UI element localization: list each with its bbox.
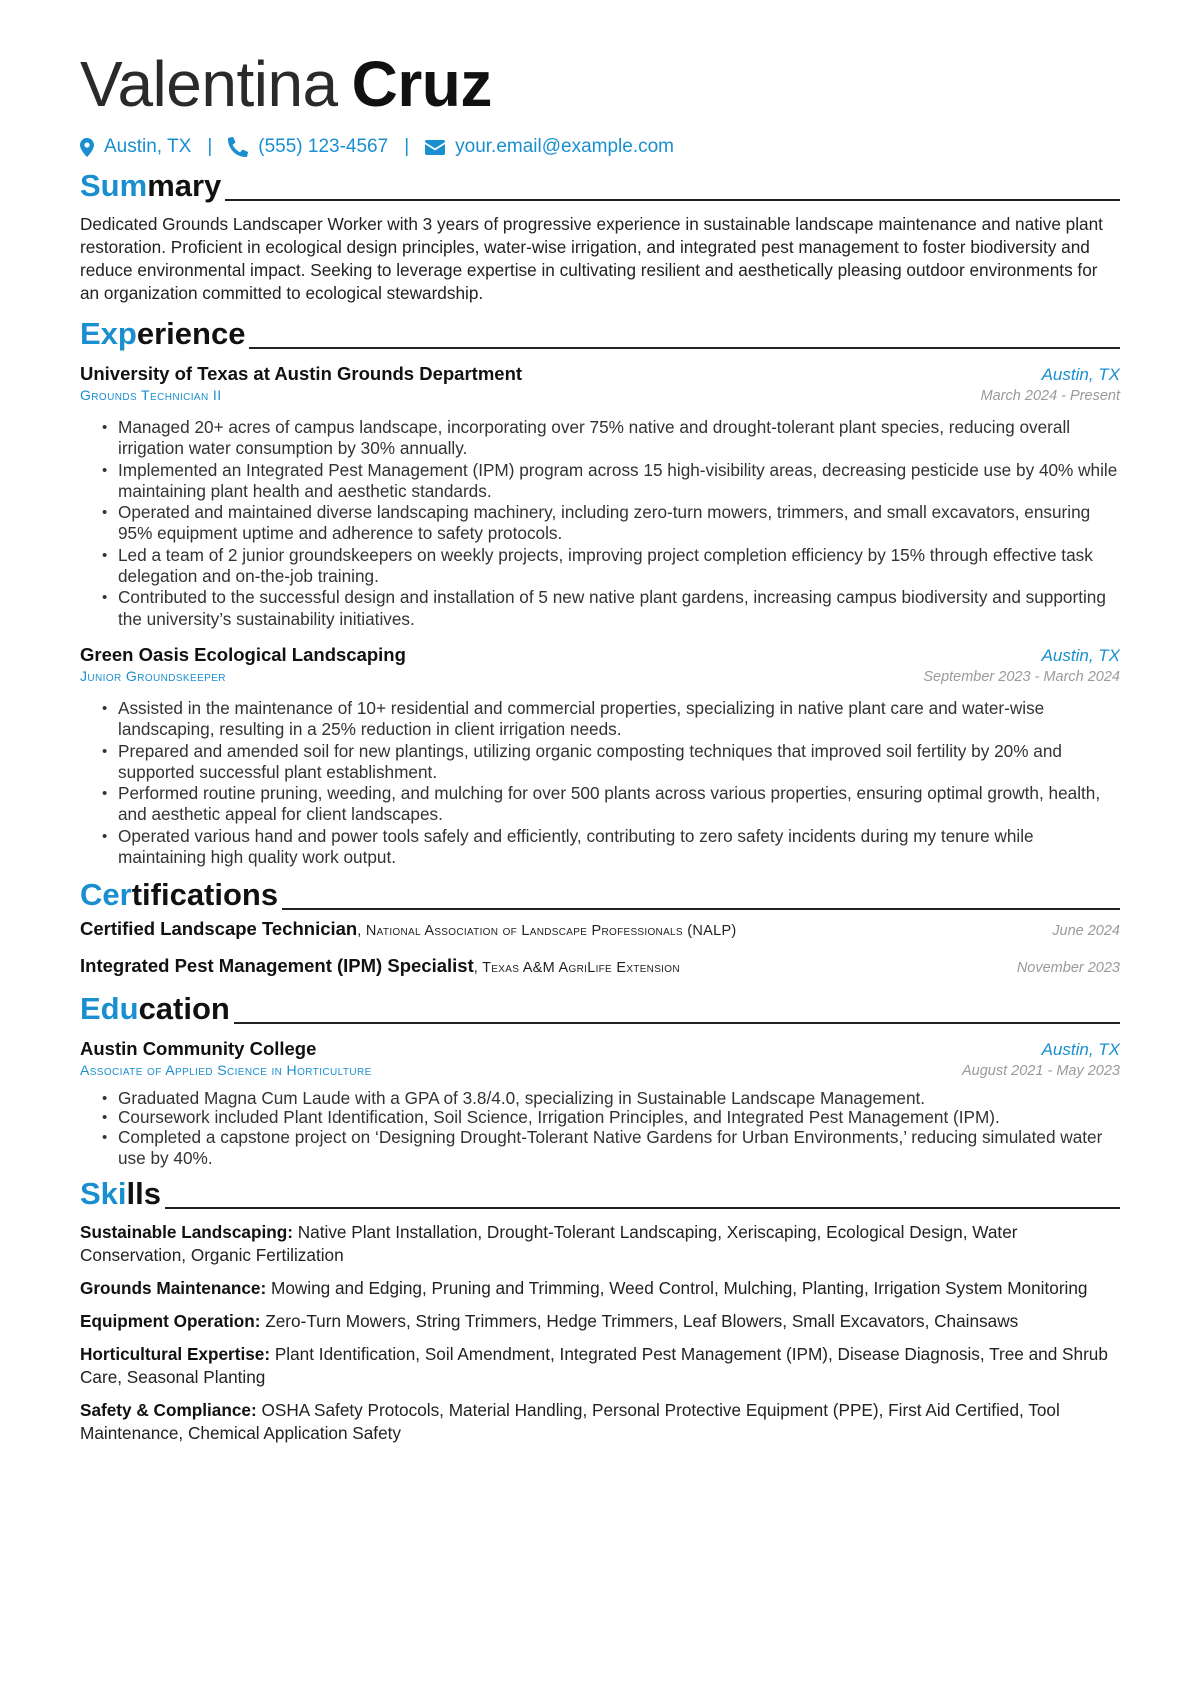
job-dates: September 2023 - March 2024	[923, 668, 1120, 685]
certifications-heading	[80, 878, 1120, 912]
section-rule	[249, 347, 1120, 349]
skill-items: Mowing and Edging, Pruning and Trimming, Weed Control, Mulching, Planting, Irrigation System Monitoring	[271, 1278, 1088, 1299]
job-location: Austin, TX	[1041, 645, 1120, 665]
skill-items: Native Plant Installation, Drought-Tolerant Landscaping, Xeriscaping, Ecological Design, Water Conservation, Organic Fertilization	[80, 1222, 1018, 1266]
education-dates: August 2021 - May 2023	[962, 1063, 1120, 1080]
bullet-item: • Coursework included Plant Identification, Soil Science, Irrigation Principles, and Integrated Pest Management (IPM).	[118, 1108, 1120, 1127]
title-rest: erience	[136, 316, 246, 351]
bullet-item: • Contributed to the successful design and installation of 5 new native plant gardens, increasing campus biodiversity and supporting the university’s sustainability initiatives.	[118, 587, 1120, 630]
contact-bar	[80, 133, 1120, 161]
job-bullets	[80, 698, 1120, 868]
bullet-item: • Led a team of 2 junior groundskeepers on weekly projects, improving project completion efficiency by 15% through effective task delegation and on-the-job training.	[118, 545, 1120, 588]
bullet-item: • Graduated Magna Cum Laude with a GPA of 3.8/4.0, specializing in Sustainable Landscape Management.	[118, 1089, 1120, 1108]
certification-name: Integrated Pest Management (IPM) Specialist	[80, 955, 474, 977]
comma: ,	[357, 923, 366, 940]
summary-text: Dedicated Grounds Landscaper Worker with 3 years of progressive experience in sustainable landscape maintenance and native plant restoration. Proficient in ecological design principles, water-wise irrigation, and integrated pest management to foster biodiversity and reduce environmental impact. Seeking to leverage expertise in cultivating resilient and aesthetically pleasing outdoor environments for an organization committed to ecological stewardship.	[80, 214, 1103, 303]
job-dates: March 2024 - Present	[980, 388, 1120, 404]
section-rule	[234, 1022, 1120, 1024]
title-accent: Sum	[80, 168, 148, 203]
bullet-item: • Assisted in the maintenance of 10+ residential and commercial properties, specializing in native plant care and water-wise landscaping, resulting in a 25% reduction in client irrigation needs.	[118, 698, 1120, 741]
phone-icon	[228, 137, 248, 157]
summary-heading	[80, 169, 1120, 203]
contact-email[interactable]	[425, 136, 674, 158]
section-rule	[165, 1207, 1120, 1209]
name-header	[80, 40, 1120, 120]
job-bullets	[80, 417, 1120, 630]
location-text: Austin, TX	[104, 136, 192, 157]
skill-group	[80, 1399, 1120, 1445]
skills-list	[80, 1221, 1120, 1445]
first-name: Valentina	[80, 48, 338, 120]
contact-separator: |	[207, 136, 213, 157]
title-rest: lls	[126, 1176, 161, 1212]
title-rest: mary	[147, 168, 222, 203]
contact-phone[interactable]	[228, 136, 388, 158]
skill-items: Zero-Turn Mowers, String Trimmers, Hedge Trimmers, Leaf Blowers, Small Excavators, Chainsaws	[265, 1311, 1019, 1332]
certification-date: November 2023	[1016, 960, 1120, 977]
contact-location	[80, 136, 191, 158]
section-rule	[282, 908, 1120, 910]
bullet-item: • Operated and maintained diverse landscaping machinery, including zero-turn mowers, trimmers, and small excavators, ensuring 95% equipment uptime and adherence to safety protocols.	[118, 502, 1120, 545]
certification-item	[80, 955, 1120, 992]
bullet-item: • Prepared and amended soil for new plantings, utilizing organic composting techniques that improved soil fertility by 20% and supported successful plant establishment.	[118, 741, 1120, 784]
skill-label: Horticultural Expertise:	[80, 1344, 271, 1365]
certifications-list	[80, 918, 1120, 992]
job-title: Junior Groundskeeper	[80, 667, 226, 684]
skills-heading	[80, 1177, 1120, 1211]
comma: ,	[473, 960, 483, 977]
section-title	[80, 1177, 161, 1211]
last-name: Cruz	[351, 48, 492, 120]
education-entry	[80, 1038, 1120, 1169]
bullet-item: • Implemented an Integrated Pest Management (IPM) program across 15 high-visibility areas, decreasing pesticide use by 40% while maintaining plant health and aesthetic standards.	[118, 460, 1120, 503]
education-heading	[80, 992, 1120, 1026]
section-rule	[225, 199, 1120, 201]
education-bullets	[80, 1089, 1120, 1169]
skill-group	[80, 1343, 1120, 1389]
skill-items: Plant Identification, Soil Amendment, Integrated Pest Management (IPM), Disease Diagnosis, Tree and Shrub Care, Seasonal Planting	[80, 1344, 1108, 1388]
skill-group	[80, 1277, 1120, 1300]
title-rest: tifications	[131, 877, 279, 913]
skill-label: Grounds Maintenance:	[80, 1278, 267, 1299]
certification-item	[80, 918, 1120, 955]
title-accent: Cer	[80, 877, 132, 913]
school-location: Austin, TX	[1041, 1040, 1120, 1060]
skill-label: Sustainable Landscaping:	[80, 1222, 293, 1243]
title-rest: cation	[138, 991, 230, 1027]
title-accent: Exp	[80, 316, 137, 351]
school-name: Austin Community College	[80, 1038, 317, 1060]
job-location: Austin, TX	[1041, 365, 1120, 384]
bullet-item: • Completed a capstone project on ‘Designing Drought-Tolerant Native Gardens for Urban Environments,’ reducing simulated water use by 40%.	[118, 1127, 1120, 1169]
resume	[80, 40, 1120, 1445]
envelope-icon	[425, 140, 445, 155]
section-title	[80, 317, 245, 351]
bullet-item: • Managed 20+ acres of campus landscape, incorporating over 75% native and drought-tolerant plant species, reducing overall irrigation water consumption by 30% annually.	[118, 417, 1120, 460]
employer-name: Green Oasis Ecological Landscaping	[80, 643, 406, 665]
title-accent: Ski	[80, 1176, 127, 1212]
experience-entry	[80, 363, 1120, 630]
section-title	[80, 992, 230, 1026]
certification-date: June 2024	[1052, 923, 1120, 940]
bullet-item: • Performed routine pruning, weeding, and mulching for over 500 plants across various properties, ensuring optimal growth, health, and aesthetic appeal for client landscapes.	[118, 783, 1120, 826]
certification-name: Certified Landscape Technician	[80, 918, 358, 940]
skill-label: Equipment Operation:	[80, 1311, 261, 1332]
employer-name: University of Texas at Austin Grounds Department	[80, 363, 523, 384]
bullet-item: • Operated various hand and power tools safely and efficiently, contributing to zero safety incidents during my tenure while maintaining high quality work output.	[118, 826, 1120, 869]
job-title: Grounds Technician II	[80, 387, 222, 403]
skill-label: Safety & Compliance:	[80, 1400, 257, 1421]
section-title	[80, 169, 221, 203]
phone-text: (555) 123-4567	[258, 136, 389, 157]
certification-issuer: National Association of Landscape Professionals (NALP)	[365, 923, 737, 940]
email-text: your.email@example.com	[455, 136, 674, 157]
title-accent: Edu	[80, 991, 139, 1027]
section-title	[80, 878, 278, 912]
map-pin-icon	[80, 138, 94, 157]
contact-separator: |	[404, 136, 410, 157]
skill-items: OSHA Safety Protocols, Material Handling, Personal Protective Equipment (PPE), First Aid Certified, Tool Maintenance, Chemical Application Safety	[80, 1400, 1060, 1444]
certification-issuer: Texas A&M AgriLife Extension	[482, 960, 680, 977]
experience-heading	[80, 317, 1120, 351]
experience-entry	[80, 644, 1120, 868]
skill-group	[80, 1221, 1120, 1267]
degree-name: Associate of Applied Science in Horticulture	[80, 1062, 372, 1079]
skill-group	[80, 1310, 1120, 1333]
